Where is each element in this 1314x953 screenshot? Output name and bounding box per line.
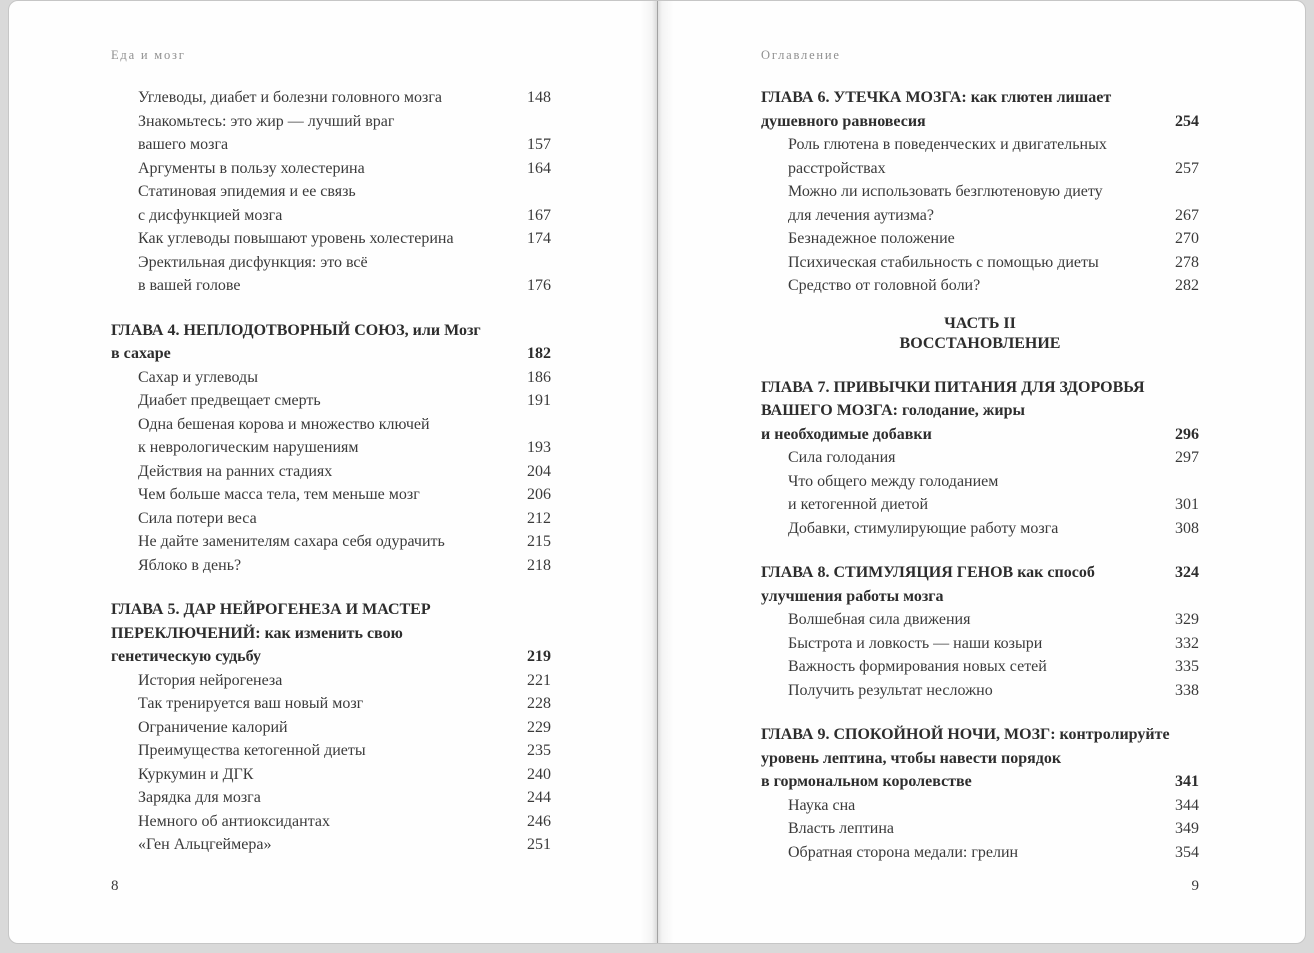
toc-section-entry — [111, 763, 551, 787]
toc-entry-page-number: 282 — [1175, 277, 1199, 294]
toc-entry-page-number: 341 — [1175, 773, 1199, 790]
toc-line — [788, 157, 1199, 181]
toc-chapter-entry — [761, 86, 1199, 133]
toc-line — [111, 319, 551, 343]
toc-section-entry — [111, 507, 551, 531]
toc-line — [761, 314, 1199, 334]
toc-section-entry — [111, 110, 551, 157]
toc-section-entry — [761, 679, 1199, 703]
toc-chapter-entry — [111, 598, 551, 669]
toc-entry-text: Эректильная дисфункция: это всё — [138, 253, 368, 271]
toc-line — [788, 446, 1199, 470]
toc-section-entry — [761, 251, 1199, 275]
toc-entry-text: ЧАСТЬ II — [944, 314, 1016, 332]
toc-entry-text: Получить результат несложно — [788, 681, 993, 699]
toc-entry-text: генетическую судьбу — [111, 648, 262, 665]
toc-entry-text: Одна бешеная корова и множество ключей — [138, 415, 430, 433]
toc-entry-page-number: 148 — [527, 89, 551, 106]
toc-entry-text: Роль глютена в поведенческих и двигательных — [788, 136, 1107, 153]
toc-entry-text: Яблоко в день? — [138, 556, 242, 574]
toc-entry-page-number: 204 — [527, 462, 551, 480]
toc-entry-page-number: 182 — [527, 345, 551, 362]
toc-line — [111, 622, 551, 646]
toc-entry-text: к неврологическим нарушениям — [138, 439, 359, 456]
toc-section-entry — [111, 389, 551, 413]
toc-line — [788, 517, 1199, 541]
toc-line — [761, 334, 1199, 354]
toc-line — [138, 786, 551, 810]
toc-entry-text: Сахар и углеводы — [138, 368, 258, 386]
toc-chapter-entry — [111, 319, 551, 366]
toc-entry-page-number: 270 — [1175, 230, 1199, 247]
toc-line — [138, 366, 551, 390]
toc-entry-text: Куркумин и ДГК — [138, 765, 254, 783]
toc-line — [788, 794, 1199, 818]
toc-section-entry — [111, 833, 551, 857]
toc-entry-text: в сахаре — [111, 345, 171, 362]
toc-entry-text: ГЛАВА 7. ПРИВЫЧКИ ПИТАНИЯ ДЛЯ ЗДОРОВЬЯ — [761, 378, 1145, 396]
toc-entry-page-number: 335 — [1175, 658, 1199, 675]
toc-entry-text: Психическая стабильность с помощью диеты — [788, 253, 1099, 271]
toc-line — [788, 493, 1199, 517]
toc-line — [138, 739, 551, 763]
toc-entry-page-number: 229 — [527, 718, 551, 736]
toc-line — [138, 204, 551, 228]
toc-line — [788, 251, 1199, 275]
toc-line — [138, 180, 551, 204]
toc-entry-text: душевного равновесия — [761, 112, 926, 130]
toc-entry-text: ГЛАВА 5. ДАР НЕЙРОГЕНЕЗА И МАСТЕР — [111, 601, 431, 618]
toc-entry-text: ПЕРЕКЛЮЧЕНИЙ: как изменить свою — [111, 624, 403, 642]
toc-entry-page-number: 219 — [527, 648, 551, 665]
toc-entry-page-number: 240 — [527, 765, 551, 783]
toc-entry-text: Статиновая эпидемия и ее связь — [138, 183, 356, 200]
toc-entry-text: Обратная сторона медали: грелин — [788, 843, 1019, 861]
toc-entry-text: Действия на ранних стадиях — [138, 462, 333, 480]
toc-entry-text: Можно ли использовать безглютеновую диету — [788, 183, 1103, 200]
toc-entry-text: в вашей голове — [138, 277, 241, 294]
toc-entry-text: Власть лептина — [788, 820, 895, 837]
toc-entry-text: ГЛАВА 8. СТИМУЛЯЦИЯ ГЕНОВ как способ — [761, 564, 1095, 581]
toc-line — [761, 110, 1199, 134]
toc-entry-text: ГЛАВА 6. УТЕЧКА МОЗГА: как глютен лишает — [761, 89, 1112, 106]
toc-line — [788, 655, 1199, 679]
toc-line — [111, 598, 551, 622]
toc-line — [788, 133, 1199, 157]
toc-entry-page-number: 251 — [527, 836, 551, 853]
toc-section-entry — [761, 655, 1199, 679]
toc-entry-text: с дисфункцией мозга — [138, 206, 283, 224]
toc-line — [138, 413, 551, 437]
toc-line — [761, 561, 1199, 585]
toc-section-entry — [111, 180, 551, 227]
toc-line — [138, 692, 551, 716]
toc-entry-page-number: 167 — [527, 206, 551, 224]
toc-entry-page-number: 244 — [527, 789, 551, 806]
toc-entry-page-number: 344 — [1175, 796, 1199, 814]
toc-entry-text: Безнадежное положение — [788, 230, 955, 247]
toc-line — [788, 180, 1199, 204]
toc-section-entry — [111, 483, 551, 507]
toc-section-entry — [111, 692, 551, 716]
toc-entry-page-number: 176 — [527, 277, 551, 294]
toc-line — [138, 251, 551, 275]
toc-section-entry — [761, 841, 1199, 865]
toc-entry-text: Ограничение калорий — [138, 718, 288, 736]
toc-section-entry — [761, 446, 1199, 470]
toc-section-entry — [761, 274, 1199, 298]
toc-entry-text: Сила голодания — [788, 449, 896, 466]
toc-line — [111, 342, 551, 366]
toc-entry-text: уровень лептина, чтобы навести порядок — [761, 749, 1062, 767]
toc-entry-page-number: 218 — [527, 556, 551, 574]
toc-line — [788, 679, 1199, 703]
toc-entry-page-number: 308 — [1175, 519, 1199, 537]
toc-line — [138, 507, 551, 531]
toc-entry-page-number: 267 — [1175, 206, 1199, 224]
toc-section-entry — [111, 530, 551, 554]
toc-entry-text: Что общего между голоданием — [788, 472, 999, 490]
toc-entry-text: улучшения работы мозга — [761, 587, 944, 605]
toc-entry-page-number: 354 — [1175, 843, 1199, 861]
toc-entry-page-number: 174 — [527, 230, 551, 247]
toc-chapter-entry — [761, 376, 1199, 447]
toc-section-entry — [111, 413, 551, 460]
book-spread — [8, 0, 1306, 944]
toc-section-entry — [761, 470, 1199, 517]
toc-entry-text: Как углеводы повышают уровень холестерина — [138, 230, 454, 247]
toc-entry-page-number: 297 — [1175, 449, 1199, 466]
toc-section-entry — [111, 669, 551, 693]
toc-entry-text: ГЛАВА 4. НЕПЛОДОТВОРНЫЙ СОЮЗ, или Мозг — [111, 321, 481, 339]
toc-entry-text: ВАШЕГО МОЗГА: голодание, жиры — [761, 402, 1026, 419]
toc-entry-page-number: 296 — [1175, 425, 1199, 443]
toc-section-entry — [761, 180, 1199, 227]
toc-line — [788, 470, 1199, 494]
toc-section-entry — [111, 86, 551, 110]
toc-line — [138, 763, 551, 787]
toc-entry-page-number: 157 — [527, 136, 551, 153]
toc-section-entry — [111, 366, 551, 390]
toc-entry-page-number: 246 — [527, 812, 551, 830]
toc-entry-text: Волшебная сила движения — [788, 611, 971, 628]
toc-line — [138, 530, 551, 554]
toc-line — [761, 747, 1199, 771]
right-running-header: Оглавление — [761, 48, 841, 62]
toc-section-entry — [111, 157, 551, 181]
toc-entry-text: Аргументы в пользу холестерина — [138, 159, 365, 177]
toc-section-entry — [761, 517, 1199, 541]
toc-entry-page-number: 186 — [527, 368, 551, 386]
toc-entry-page-number: 221 — [527, 671, 551, 689]
toc-line — [761, 585, 1199, 609]
toc-part-heading — [761, 314, 1199, 354]
toc-section-entry — [761, 227, 1199, 251]
toc-chapter-entry — [761, 561, 1199, 608]
toc-entry-text: Не дайте заменителям сахара себя одурачить — [138, 533, 445, 550]
toc-entry-text: Добавки, стимулирующие работу мозга — [788, 519, 1059, 537]
toc-section-entry — [111, 786, 551, 810]
toc-line — [138, 483, 551, 507]
toc-entry-text: Немного об антиоксидантах — [138, 812, 330, 830]
left-table-of-contents — [111, 86, 551, 857]
toc-line — [761, 399, 1199, 423]
toc-entry-page-number: 212 — [527, 509, 551, 527]
toc-entry-text: Преимущества кетогенной диеты — [138, 742, 366, 759]
toc-entry-page-number: 191 — [527, 392, 551, 409]
toc-line — [138, 110, 551, 134]
toc-line — [788, 632, 1199, 656]
toc-line — [788, 204, 1199, 228]
toc-line — [138, 86, 551, 110]
toc-entry-text: в гормональном королевстве — [761, 773, 972, 790]
toc-entry-text: Быстрота и ловкость — наши козыри — [788, 634, 1043, 652]
toc-entry-page-number: 193 — [527, 439, 551, 456]
toc-section-entry — [111, 460, 551, 484]
left-page-number: 8 — [111, 878, 119, 894]
toc-entry-page-number: 278 — [1175, 253, 1199, 271]
right-page — [657, 1, 1305, 943]
toc-entry-page-number: 338 — [1175, 681, 1199, 699]
toc-entry-page-number: 301 — [1175, 496, 1199, 513]
toc-entry-text: Важность формирования новых сетей — [788, 658, 1047, 675]
toc-entry-text: Сила потери веса — [138, 509, 257, 527]
toc-entry-text: «Ген Альцгеймера» — [138, 836, 272, 853]
toc-entry-page-number: 215 — [527, 533, 551, 550]
toc-line — [761, 770, 1199, 794]
toc-line — [138, 389, 551, 413]
toc-line — [761, 86, 1199, 110]
toc-line — [138, 810, 551, 834]
toc-section-entry — [111, 227, 551, 251]
toc-section-entry — [111, 716, 551, 740]
toc-line — [138, 669, 551, 693]
toc-entry-text: для лечения аутизма? — [788, 206, 934, 224]
toc-section-entry — [111, 739, 551, 763]
toc-entry-text: Средство от головной боли? — [788, 277, 981, 294]
toc-entry-text: Наука сна — [788, 796, 856, 814]
toc-entry-text: ГЛАВА 9. СПОКОЙНОЙ НОЧИ, МОЗГ: контролируйте — [761, 726, 1170, 743]
toc-entry-text: и кетогенной диетой — [788, 496, 929, 513]
toc-entry-page-number: 349 — [1175, 820, 1199, 837]
toc-line — [138, 227, 551, 251]
toc-line — [788, 608, 1199, 632]
right-page-content — [761, 1, 1199, 943]
toc-entry-page-number: 324 — [1175, 564, 1199, 581]
toc-line — [761, 376, 1199, 400]
toc-entry-text: История нейрогенеза — [138, 671, 283, 689]
toc-entry-page-number: 254 — [1175, 112, 1199, 130]
toc-entry-text: Знакомьтесь: это жир — лучший враг — [138, 112, 395, 130]
toc-line — [138, 716, 551, 740]
toc-entry-text: Углеводы, диабет и болезни головного мозга — [138, 89, 443, 106]
toc-line — [788, 274, 1199, 298]
toc-line — [761, 723, 1199, 747]
right-table-of-contents — [761, 86, 1199, 864]
left-running-header: Еда и мозг — [111, 48, 186, 62]
toc-entry-page-number: 206 — [527, 486, 551, 503]
toc-line — [138, 133, 551, 157]
toc-section-entry — [761, 794, 1199, 818]
toc-line — [138, 554, 551, 578]
toc-entry-page-number: 164 — [527, 159, 551, 177]
toc-line — [138, 436, 551, 460]
toc-line — [788, 841, 1199, 865]
toc-line — [761, 423, 1199, 447]
toc-chapter-entry — [761, 723, 1199, 794]
toc-section-entry — [111, 554, 551, 578]
toc-line — [138, 460, 551, 484]
toc-entry-text: Диабет предвещает смерть — [138, 392, 321, 409]
toc-section-entry — [761, 817, 1199, 841]
toc-line — [138, 157, 551, 181]
toc-line — [111, 645, 551, 669]
toc-entry-text: ВОССТАНОВЛЕНИЕ — [899, 334, 1061, 352]
right-page-number: 9 — [1191, 878, 1199, 894]
toc-entry-page-number: 332 — [1175, 634, 1199, 652]
toc-entry-text: и необходимые добавки — [761, 425, 932, 443]
toc-entry-text: расстройствах — [788, 159, 886, 177]
toc-entry-text: Так тренируется ваш новый мозг — [138, 695, 364, 712]
toc-line — [138, 833, 551, 857]
toc-entry-page-number: 235 — [527, 742, 551, 759]
toc-line — [138, 274, 551, 298]
toc-entry-text: Зарядка для мозга — [138, 789, 261, 806]
toc-entry-page-number: 257 — [1175, 159, 1199, 177]
toc-section-entry — [761, 632, 1199, 656]
toc-section-entry — [761, 608, 1199, 632]
toc-section-entry — [761, 133, 1199, 180]
toc-section-entry — [111, 810, 551, 834]
toc-line — [788, 227, 1199, 251]
toc-section-entry — [111, 251, 551, 298]
left-page-content — [111, 1, 551, 943]
toc-entry-text: вашего мозга — [138, 136, 229, 153]
toc-line — [788, 817, 1199, 841]
toc-entry-text: Чем больше масса тела, тем меньше мозг — [138, 486, 420, 503]
toc-entry-page-number: 228 — [527, 695, 551, 712]
toc-entry-page-number: 329 — [1175, 611, 1199, 628]
left-page — [9, 1, 657, 943]
